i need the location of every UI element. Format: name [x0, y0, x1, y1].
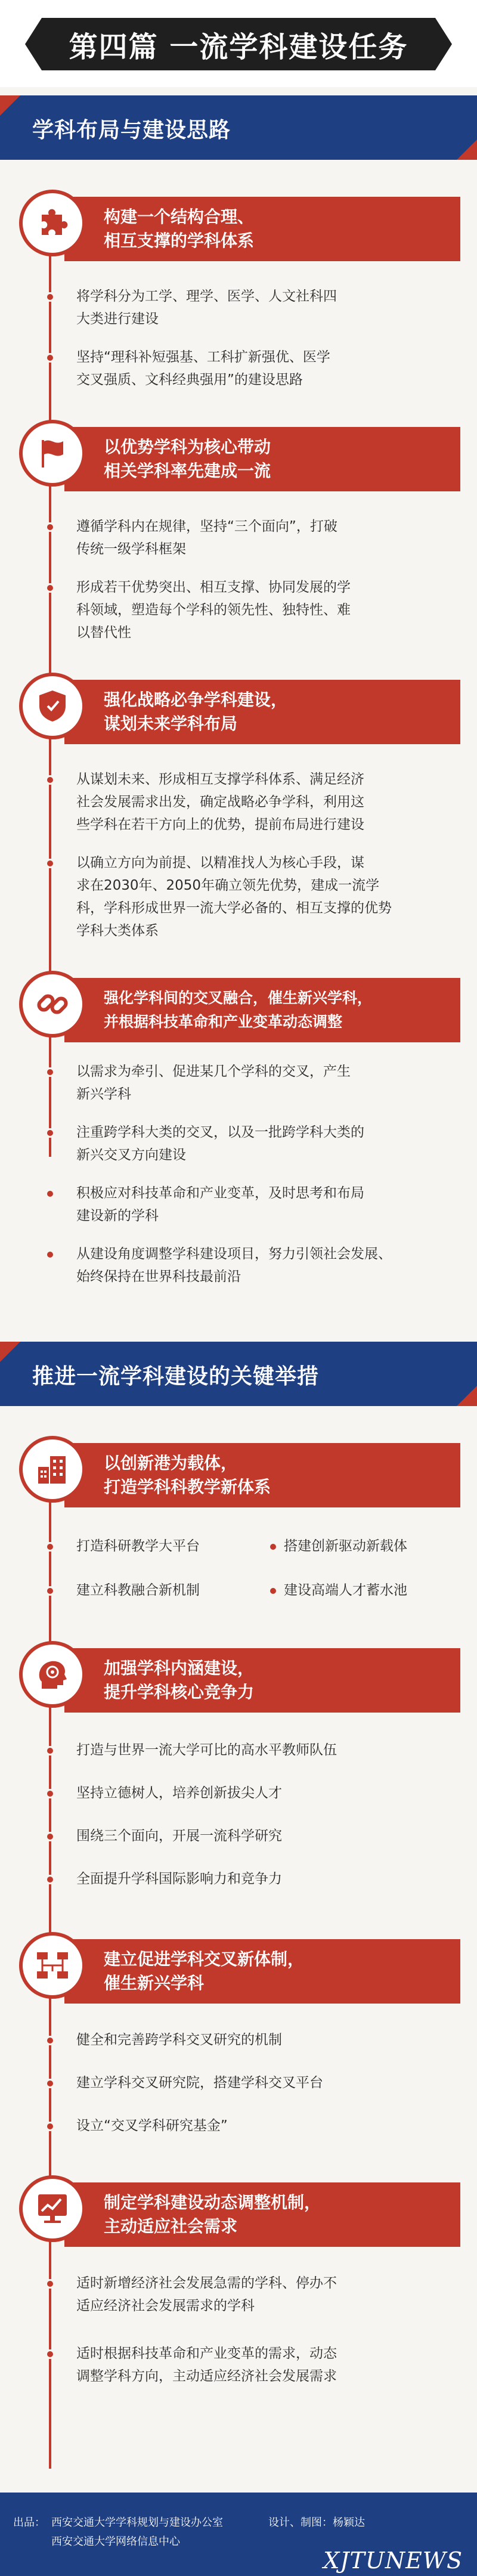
chart-icon [19, 2175, 86, 2242]
page-title: 第四篇 一流学科建设任务 [42, 18, 435, 70]
section-header-measures [0, 1342, 477, 1406]
bullet-dot [45, 1746, 55, 1755]
list-item: 将学科分为工学、理学、医学、人文社科四 大类进行建设 [76, 289, 337, 327]
bullet-dot [45, 2036, 55, 2045]
list-item: 建设高端人才蓄水池 [284, 1583, 407, 1598]
bullet-dot [268, 1542, 278, 1552]
bullet-dot [45, 2122, 55, 2131]
page-title-area [0, 0, 477, 87]
list-item: 遵循学科内在规律，坚持“三个面向”，打破 传统一级学科框架 [76, 519, 337, 557]
list-item: 形成若干优势突出、相互支撑、协同发展的学 科领域，塑造每个学科的领先性、独特性、难 以替代性 [76, 580, 351, 640]
bullet-dot [45, 775, 55, 785]
bullet-dot [45, 522, 55, 532]
bullet-dot [45, 859, 55, 868]
list-item: 建立学科交叉研究院，搭建学科交叉平台 [76, 2075, 323, 2091]
bullet-dot [45, 583, 55, 593]
list-item: 打造科研教学大平台 [76, 1538, 200, 1554]
list-item: 积极应对科技革命和产业变革，及时思考和布局 建设新的学科 [76, 1185, 364, 1224]
xjtunews-logo: XJTUNEWS [323, 2547, 463, 2574]
bullet-dot [45, 2349, 55, 2359]
group-header: 制定学科建设动态调整机制， 主动适应社会需求 [64, 2182, 460, 2247]
list-item: 全面提升学科国际影响力和竞争力 [76, 1871, 282, 1887]
list-item: 以确立方向为前提、以精准找人为核心手段，谋 求在2030年、2050年确立领先优势，建成一流学 科，学科形成世界一流大学必备的、相互支撑的优势 学科大类体系 [76, 855, 392, 939]
bullet-dot [45, 1067, 55, 1077]
list-item: 从建设角度调整学科建设项目，努力引领社会发展、 始终保持在世界科技最前沿 [76, 1246, 392, 1284]
bullet-dot [45, 1189, 55, 1199]
list-item: 搭建创新驱动新载体 [284, 1538, 407, 1554]
bullet-dot [45, 1875, 55, 1884]
list-item: 以需求为牵引、促进某几个学科的交叉，产生 新兴学科 [76, 1064, 351, 1102]
brain-head-icon [19, 1641, 86, 1708]
list-item: 健全和完善跨学科交叉研究的机制 [76, 2032, 282, 2048]
group-header: 以创新港为载体， 打造学科科教学新体系 [64, 1443, 460, 1507]
bullet-dot [45, 1832, 55, 1841]
link-icon [19, 971, 86, 1038]
group-header: 加强学科内涵建设， 提升学科核心竞争力 [64, 1648, 460, 1713]
section-header-layout [0, 95, 477, 160]
network-icon [19, 1932, 86, 1999]
list-item: 注重跨学科大类的交叉，以及一批跨学科大类的 新兴交叉方向建设 [76, 1125, 364, 1163]
list-item: 打造与世界一流大学可比的高水平教师队伍 [76, 1742, 337, 1758]
list-item: 建立科教融合新机制 [76, 1583, 200, 1598]
source-label: 出品： [13, 2516, 45, 2529]
list-item: 坚持立德树人，培养创新拔尖人才 [76, 1785, 282, 1801]
group-header: 强化战略必争学科建设， 谋划未来学科布局 [64, 680, 460, 744]
list-item: 围绕三个面向，开展一流科学研究 [76, 1828, 282, 1844]
group-header: 构建一个结构合理、 相互支撑的学科体系 [64, 197, 460, 261]
group-header: 建立促进学科交叉新体制， 催生新兴学科 [64, 1939, 460, 2004]
group-header: 以优势学科为核心带动 相关学科率先建成一流 [64, 427, 460, 491]
shield-icon [19, 673, 86, 739]
list-item: 坚持“理科补短强基、工科扩新强优、医学 交叉强质、文科经典强用”的建设思路 [76, 349, 330, 388]
bullet-dot [45, 1542, 55, 1552]
bullet-dot [45, 353, 55, 363]
design-credit: 设计、制图：杨颖达 [268, 2516, 365, 2529]
section-title: 推进一流学科建设的关键举措 [32, 1364, 320, 1389]
flag-icon [19, 420, 86, 487]
bullet-dot [45, 2079, 55, 2088]
building-icon [19, 1436, 86, 1503]
list-item: 设立“交叉学科研究基金” [76, 2118, 228, 2134]
bullet-dot [45, 1586, 55, 1596]
source-org-1: 西安交通大学学科规划与建设办公室 [51, 2516, 223, 2529]
bullet-dot [45, 1128, 55, 1138]
bullet-dot [268, 1586, 278, 1596]
group-header: 强化学科间的交叉融合，催生新兴学科， 并根据科技革命和产业变革动态调整 [64, 978, 460, 1042]
list-item: 适时根据科技革命和产业变革的需求，动态 调整学科方向，主动适应经济社会发展需求 [76, 2346, 337, 2384]
puzzle-icon [19, 190, 86, 256]
source-org-2: 西安交通大学网络信息中心 [51, 2535, 180, 2548]
section-title: 学科布局与建设思路 [32, 118, 231, 143]
bullet-dot [45, 2279, 55, 2289]
bullet-dot [45, 1250, 55, 1259]
list-item: 适时新增经济社会发展急需的学科、停办不 适应经济社会发展需求的学科 [76, 2275, 337, 2314]
bullet-dot [45, 292, 55, 302]
footer [0, 2493, 477, 2576]
bullet-dot [45, 1789, 55, 1798]
list-item: 从谋划未来、形成相互支撑学科体系、满足经济 社会发展需求出发，确定战略必争学科，利用这 些学科在若干方向上的优势，提前布局进行建设 [76, 772, 364, 832]
